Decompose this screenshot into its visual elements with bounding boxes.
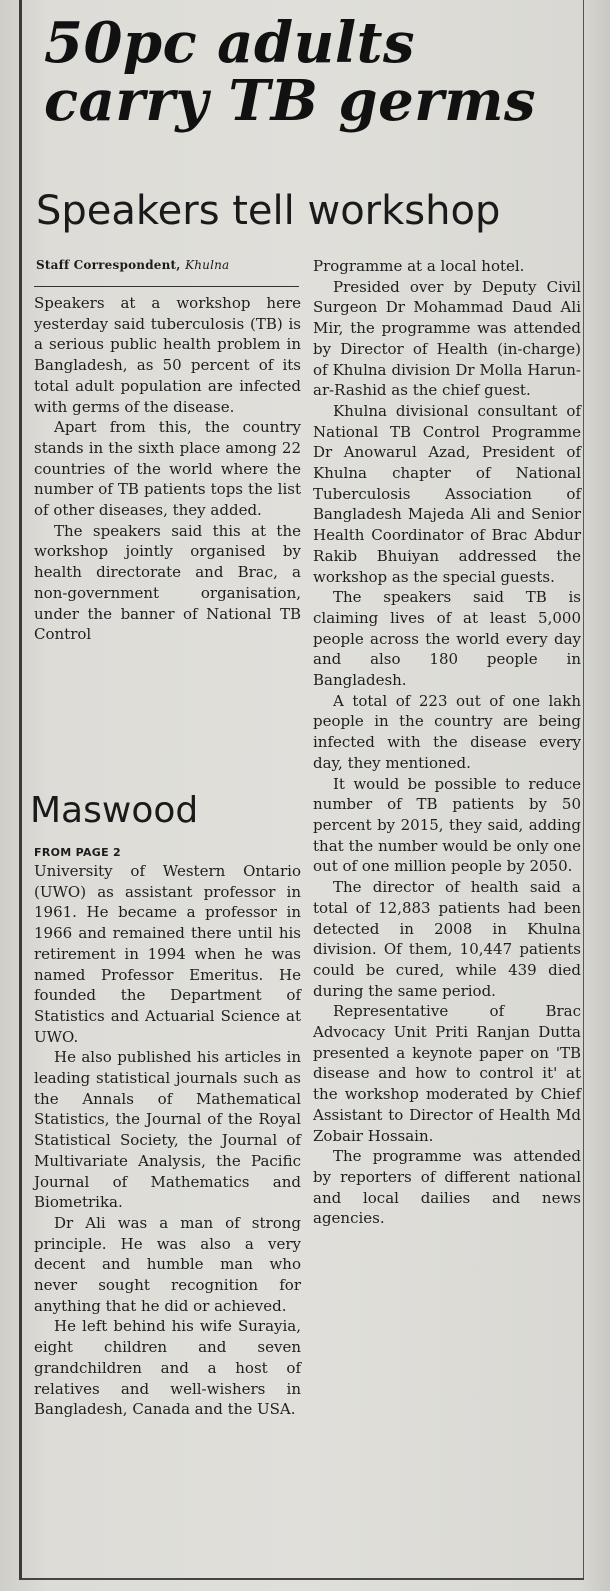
article-paragraph: Speakers at a workshop here yesterday said tuberculosis (TB) is a serious public health problem in Bangladesh, as 50 percent of its total adult population are infected with germs of the disease. — [34, 294, 301, 416]
byline-role: Staff Correspondent, — [36, 258, 181, 272]
article-paragraph: The director of health said a total of 12,883 patients had been detected in 2008 in Khulna division. Of them, 10,447 patients could be cured, while 439 died during the same period. — [313, 878, 581, 1000]
article-paragraph: The programme was attended by reporters of different national and local dailies and news agencies. — [313, 1147, 581, 1228]
article-paragraph: Programme at a local hotel. — [313, 257, 525, 275]
article-paragraph: Presided over by Deputy Civil Surgeon Dr Mohammad Daud Ali Mir, the programme was attended by Director of Health (in-charge) of Khulna division Dr Molla Harun-ar-Rashid as the chief guest. — [313, 277, 581, 400]
bottom-rule — [22, 1578, 584, 1580]
maswood-paragraph: He also published his articles in leading statistical journals such as the Annals of Mathematical Statistics, the Journal of the Royal Statistical Society, the Journal of Multivariate Analysis, the Pacific Journal of Mathematics and Biometrika. — [34, 1048, 301, 1212]
article-paragraph: Apart from this, the country stands in the sixth place among 22 countries of the world where the number of TB patients tops the list of other diseases, they added. — [34, 418, 301, 520]
headline: 50pc adults carry TB germs — [44, 10, 536, 134]
article-paragraph: Representative of Brac Advocacy Unit Priti Ranjan Dutta presented a keynote paper on 'TB disease and how to control it' at the workshop moderated by Chief Assistant to Director of Health Md Zobair Hossain. — [313, 1002, 581, 1145]
subheadline: Speakers tell workshop — [36, 188, 501, 234]
byline-rule — [34, 286, 299, 287]
byline-city: Khulna — [185, 258, 230, 272]
article-paragraph: It would be possible to reduce number of TB patients by 50 percent by 2015, they said, adding that the number would be only one out of one million people by 2050. — [313, 774, 581, 876]
byline — [36, 258, 301, 272]
column-rule-left — [19, 0, 22, 1580]
from-page-label: FROM PAGE 2 — [34, 846, 122, 859]
column-rule-right — [583, 0, 584, 1580]
maswood-column — [34, 861, 301, 1420]
article-paragraph: Khulna divisional consultant of National TB Control Programme Dr Anowarul Azad, President of Khulna chapter of National Tuberculosis Association of Bangladesh Majeda Ali and Senior Health Coordinator of Brac Abdur Rakib Bhuiyan addressed the workshop as the special guests. — [313, 401, 581, 586]
maswood-paragraph: Dr Ali was a man of strong principle. He was also a very decent and humble man who never sought recognition for anything that he did or achieved. — [34, 1213, 301, 1315]
maswood-heading: Maswood — [30, 790, 199, 831]
article-column-1 — [34, 293, 301, 645]
maswood-paragraph: University of Western Ontario (UWO) as assistant professor in 1961. He became a professor in 1966 and remained there until his retirement in 1994 when he was named Professor Emeritus. He founded the Department of Statistics and Actuarial Science at UWO. — [34, 862, 301, 1046]
maswood-paragraph: He left behind his wife Surayia, eight children and seven grandchildren and a host of relatives and well-wishers in Bangladesh, Canada and the USA. — [34, 1317, 301, 1419]
article-paragraph: A total of 223 out of one lakh people in the country are being infected with the disease every day, they mentioned. — [313, 691, 581, 772]
article-column-2 — [313, 256, 581, 1229]
article-paragraph: The speakers said TB is claiming lives of at least 5,000 people across the world every day and also 180 people in Bangladesh. — [313, 588, 581, 690]
article-paragraph: The speakers said this at the workshop jointly organised by health directorate and Brac, a non-government organisation, under the banner of National TB Control — [34, 521, 301, 644]
